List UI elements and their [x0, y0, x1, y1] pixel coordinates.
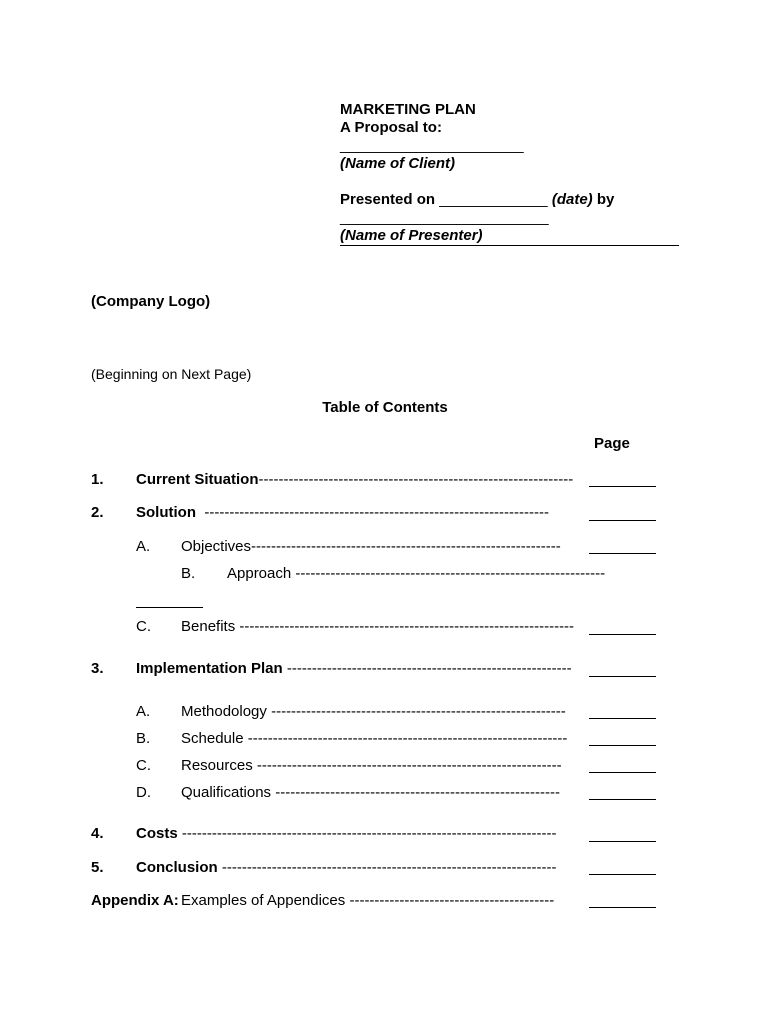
toc-num: 3.	[91, 660, 104, 677]
toc-page-blank[interactable]	[589, 841, 656, 842]
toc-entry-text: Qualifications	[181, 784, 272, 801]
toc-num: A.	[136, 538, 151, 555]
toc-entry-text: Costs	[136, 825, 178, 842]
toc-page-blank[interactable]	[136, 607, 203, 608]
toc-page-blank[interactable]	[589, 520, 656, 521]
toc-leader: -----------------------------------------	[349, 892, 555, 909]
doc-title: MARKETING PLAN	[340, 101, 476, 118]
toc-num: 2.	[91, 504, 104, 521]
toc-title: Table of Contents	[322, 399, 448, 416]
toc-leader: --------------------------------------------------------------	[251, 538, 561, 555]
toc-leader: -----------------------------------------------------------	[271, 703, 566, 720]
toc-num: B.	[136, 730, 151, 747]
toc-num: A.	[136, 703, 151, 720]
toc-entry-costs[interactable]	[136, 825, 557, 843]
toc-leader: ---------------------------------------------------------------	[258, 471, 574, 488]
toc-entry-text: Conclusion	[136, 859, 218, 876]
date-label: (date)	[551, 191, 593, 208]
toc-page-blank[interactable]	[589, 676, 656, 677]
toc-entry-text: Objectives	[181, 538, 252, 555]
toc-entry-benefits[interactable]	[181, 618, 574, 636]
toc-entry-text: Current Situation	[136, 471, 259, 488]
toc-entry-text: Benefits	[181, 618, 236, 635]
toc-entry-appendix-a[interactable]	[181, 892, 554, 910]
toc-leader: ---------------------------------------------------------------------	[204, 504, 550, 521]
toc-leader: --------------------------------------------------------------	[295, 565, 606, 582]
toc-entry-text: Approach	[227, 565, 292, 582]
presented-on-line	[340, 191, 614, 209]
toc-entry-text: Schedule	[181, 730, 244, 747]
presenter-underline	[340, 245, 679, 246]
toc-page-blank[interactable]	[589, 745, 656, 746]
toc-entry-text: Examples of Appendices	[181, 892, 346, 909]
toc-entry-methodology[interactable]	[181, 703, 566, 721]
toc-leader: -------------------------------------------------------------------	[239, 618, 575, 635]
toc-entry-schedule[interactable]	[181, 730, 567, 748]
proposal-to-label: A Proposal to:	[340, 119, 442, 136]
toc-leader: -------------------------------------------------------------	[256, 757, 562, 774]
toc-num: Appendix A:	[91, 892, 179, 909]
toc-entry-solution[interactable]	[136, 504, 549, 522]
by-label: by	[596, 191, 615, 208]
toc-num: C.	[136, 618, 151, 635]
toc-leader: ---------------------------------------------------------	[286, 660, 572, 677]
toc-leader: ----------------------------------------------------------------	[247, 730, 568, 747]
toc-entry-current-situation[interactable]	[136, 471, 573, 489]
toc-leader: ---------------------------------------------------------	[275, 784, 560, 801]
toc-page-blank[interactable]	[589, 553, 656, 554]
toc-num: D.	[136, 784, 151, 801]
toc-num: B.	[181, 565, 196, 582]
toc-entry-resources[interactable]	[181, 757, 562, 775]
toc-num: 1.	[91, 471, 104, 488]
toc-page-blank[interactable]	[589, 799, 656, 800]
toc-entry-text: Methodology	[181, 703, 267, 720]
toc-entry-conclusion[interactable]	[136, 859, 557, 877]
company-logo-placeholder: (Company Logo)	[91, 293, 211, 310]
toc-page-blank[interactable]	[589, 486, 656, 487]
presented-on-label: Presented on	[340, 191, 436, 208]
date-blank[interactable]: _____________	[439, 191, 548, 208]
toc-entry-text: Implementation Plan	[136, 660, 283, 677]
toc-entry-objectives[interactable]	[181, 538, 561, 556]
beginning-note: (Beginning on Next Page)	[91, 366, 252, 382]
presenter-name-blank[interactable]: _________________________	[340, 209, 549, 226]
client-name-label: (Name of Client)	[340, 155, 456, 172]
toc-num: C.	[136, 757, 151, 774]
toc-num: 4.	[91, 825, 104, 842]
toc-page-blank[interactable]	[589, 874, 656, 875]
toc-leader: ---------------------------------------------------------------------------	[181, 825, 557, 842]
toc-leader: -------------------------------------------------------------------	[221, 859, 557, 876]
toc-entry-text: Solution	[136, 504, 196, 521]
toc-page-header: Page	[594, 435, 630, 452]
toc-entry-implementation-plan[interactable]	[136, 660, 572, 678]
toc-page-blank[interactable]	[589, 634, 656, 635]
toc-page-blank[interactable]	[589, 772, 656, 773]
toc-page-blank[interactable]	[589, 718, 656, 719]
toc-entry-qualifications[interactable]	[181, 784, 560, 802]
toc-entry-approach[interactable]	[227, 565, 605, 583]
toc-num: 5.	[91, 859, 104, 876]
toc-page-blank[interactable]	[589, 907, 656, 908]
client-name-blank[interactable]: ______________________	[340, 137, 524, 154]
toc-entry-text: Resources	[181, 757, 253, 774]
presenter-name-label: (Name of Presenter)	[340, 227, 483, 244]
